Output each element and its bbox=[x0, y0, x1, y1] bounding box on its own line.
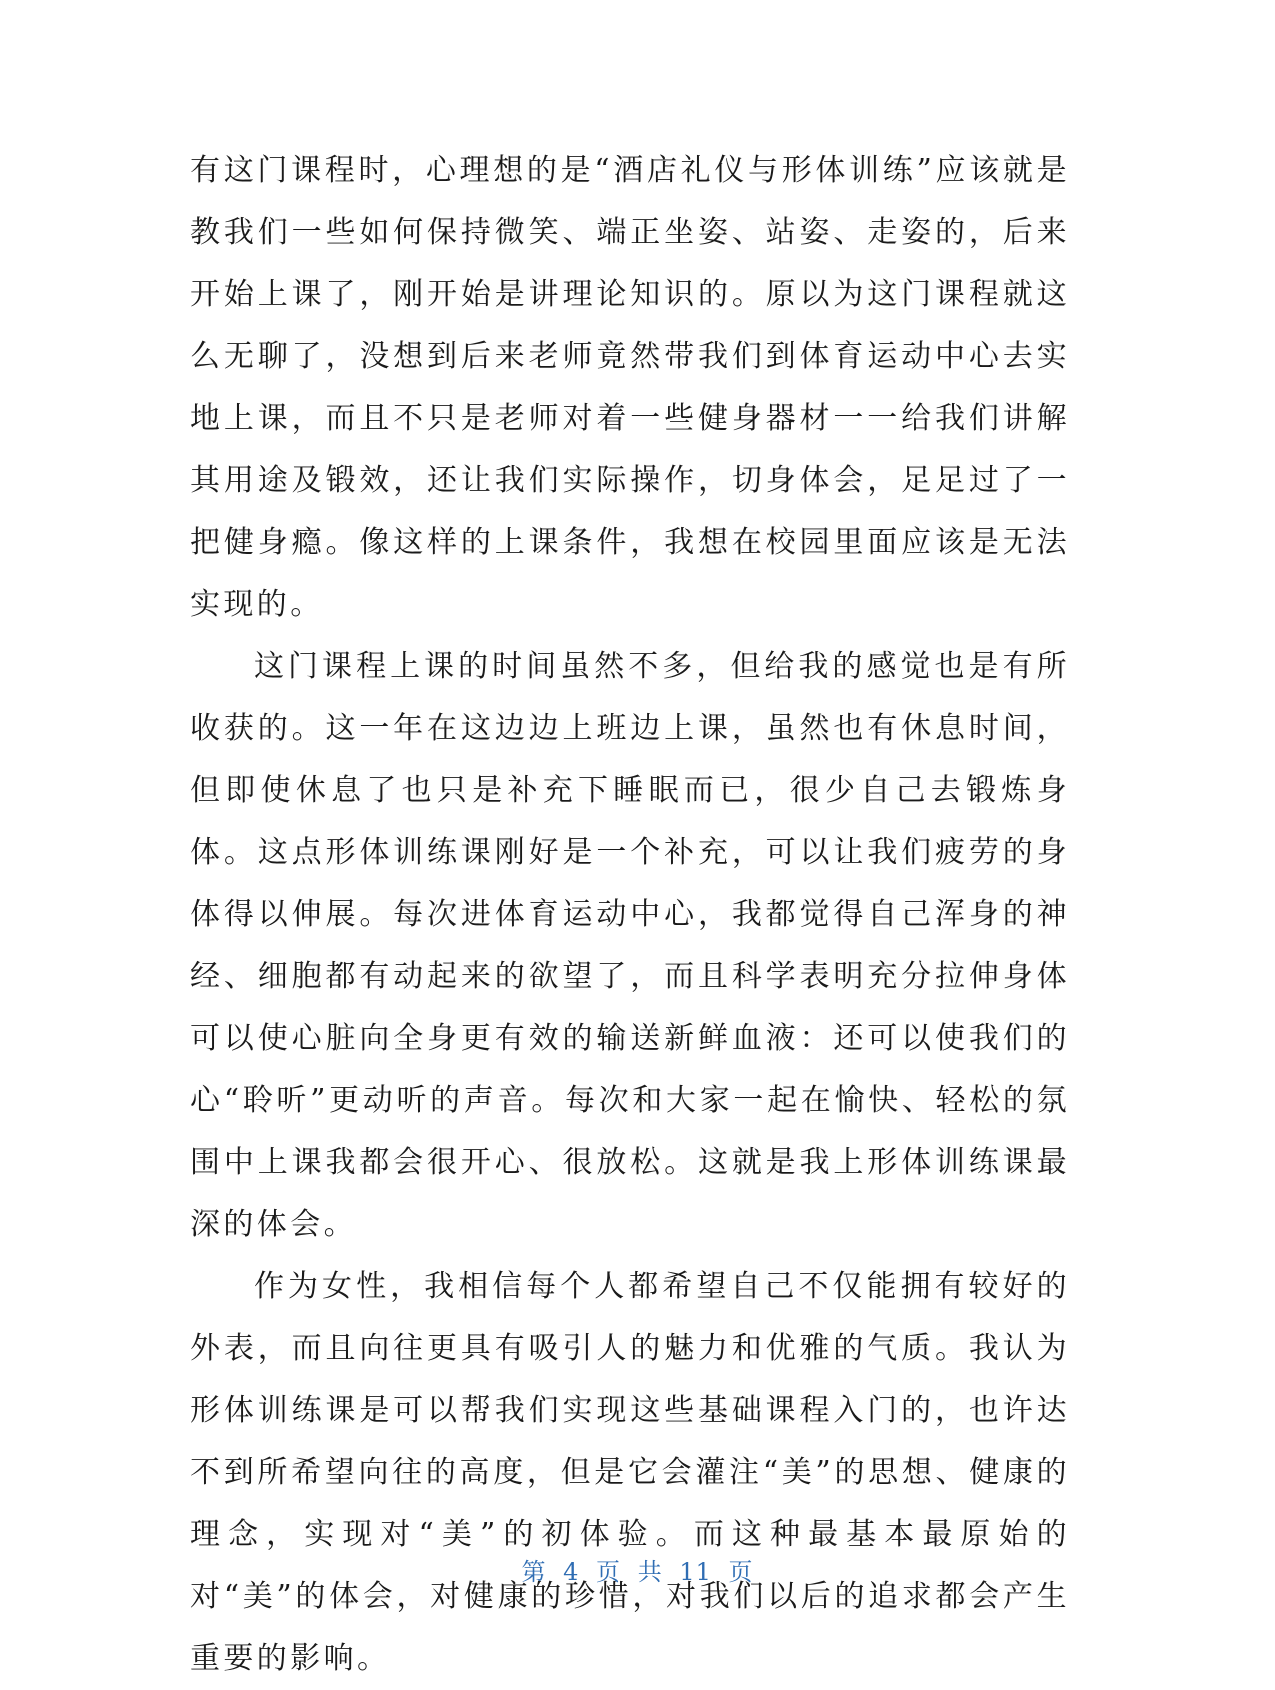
footer-page-word: 页 bbox=[596, 1558, 622, 1586]
footer-total-word: 共 bbox=[637, 1558, 663, 1586]
body-text bbox=[190, 140, 1070, 1690]
paragraph-2: 这门课程上课的时间虽然不多，但给我的感觉也是有所收获的。这一年在这边边上班边上课，虽然也有休息时间，但即使休息了也只是补充下睡眠而已，很少自己去锻炼身体。这点形体训练课刚好是一个补充，可以让我们疲劳的身体得以伸展。每次进体育运动中心，我都觉得自己浑身的神经、细胞都有动起来的欲望了，而且科学表明充分拉伸身体可以使心脏向全身更有效的输送新鲜血液：还可以使我们的心“聆听”更动听的声音。每次和大家一起在愉快、轻松的氛围中上课我都会很开心、很放松。这就是我上形体训练课最深的体会。 bbox=[190, 649, 1070, 1242]
page-footer bbox=[0, 1552, 1275, 1587]
footer-prefix: 第 bbox=[521, 1558, 547, 1586]
footer-current-page: 4 bbox=[563, 1558, 580, 1586]
footer-suffix: 页 bbox=[728, 1558, 754, 1586]
footer-total-pages: 11 bbox=[679, 1558, 712, 1586]
paragraph-1: 有这门课程时，心理想的是“酒店礼仪与形体训练”应该就是教我们一些如何保持微笑、端正坐姿、站姿、走姿的，后来开始上课了，刚开始是讲理论知识的。原以为这门课程就这么无聊了，没想到后来老师竟然带我们到体育运动中心去实地上课，而且不只是老师对着一些健身器材一一给我们讲解其用途及锻效，还让我们实际操作，切身体会，足足过了一把健身瘾。像这样的上课条件，我想在校园里面应该是无法实现的。 bbox=[190, 153, 1070, 622]
paragraph-3: 作为女性，我相信每个人都希望自己不仅能拥有较好的外表，而且向往更具有吸引人的魅力和优雅的气质。我认为形体训练课是可以帮我们实现这些基础课程入门的，也许达不到所希望向往的高度，但是它会灌注“美”的思想、健康的理念，实现对“美”的初体验。而这种最基本最原始的对“美”的体会，对健康的珍惜，对我们以后的追求都会产生重要的影响。 bbox=[190, 1269, 1070, 1676]
